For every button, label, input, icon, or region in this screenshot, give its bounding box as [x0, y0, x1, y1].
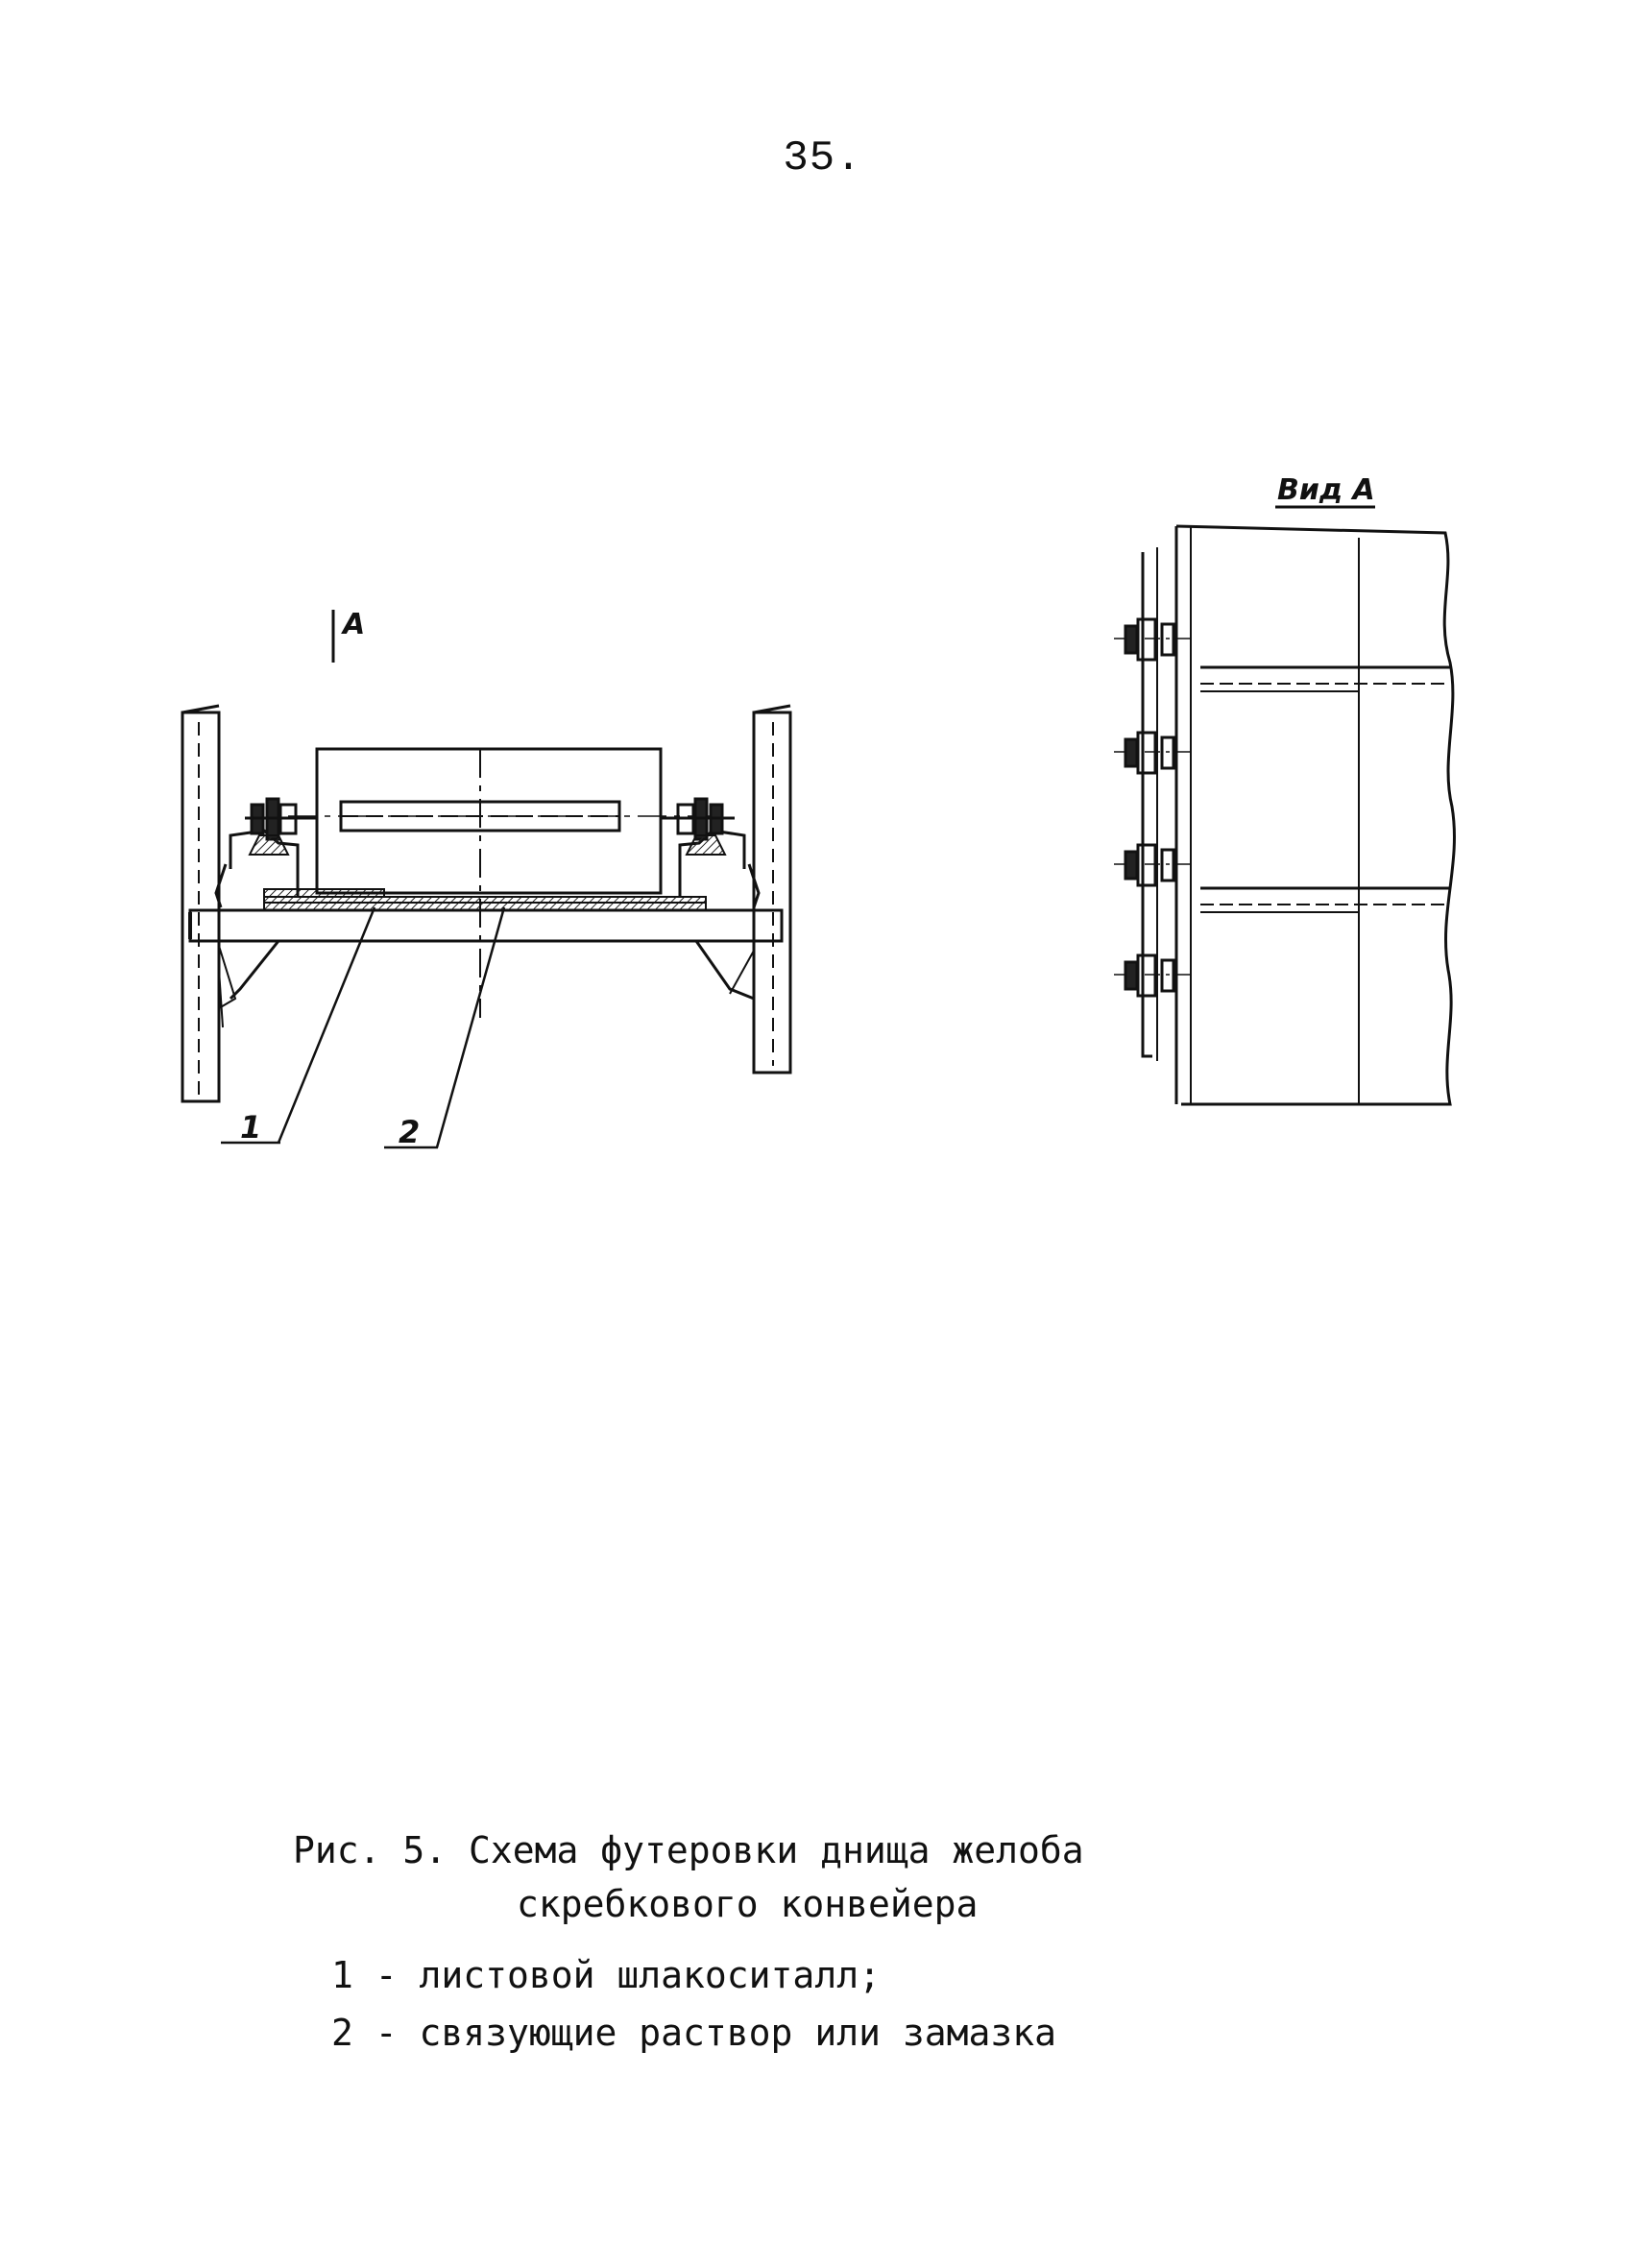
view-a-label: Вид А [1277, 473, 1375, 507]
bolt-2 [1114, 733, 1196, 773]
right-column [754, 706, 790, 1073]
legend-item-1: 1 - листовой шлакоситалл; [331, 1954, 881, 1996]
shelves [1200, 667, 1450, 912]
trough-body [288, 749, 711, 1018]
right-guide-assembly [661, 799, 759, 907]
caption-line-2: скребкового конвейера [517, 1883, 979, 1925]
side-view-a [1114, 473, 1454, 1104]
cross-section-view [182, 608, 790, 1150]
callout-leaders [221, 907, 504, 1147]
bottom-beam [190, 910, 782, 1008]
section-mark-label: A [343, 608, 366, 641]
bolt-3 [1114, 845, 1196, 885]
legend-item-2: 2 - связующие раствор или замазка [331, 2012, 1056, 2054]
bolt-4 [1114, 955, 1196, 996]
caption-line-1: Рис. 5. Схема футеровки днища желоба [293, 1829, 1084, 1871]
bolts [1114, 619, 1196, 996]
page-number: 35. [783, 134, 862, 182]
callout-2: 2 [399, 1114, 421, 1150]
callout-1: 1 [240, 1109, 262, 1146]
bolt-1 [1114, 619, 1196, 660]
left-column [182, 706, 223, 1101]
